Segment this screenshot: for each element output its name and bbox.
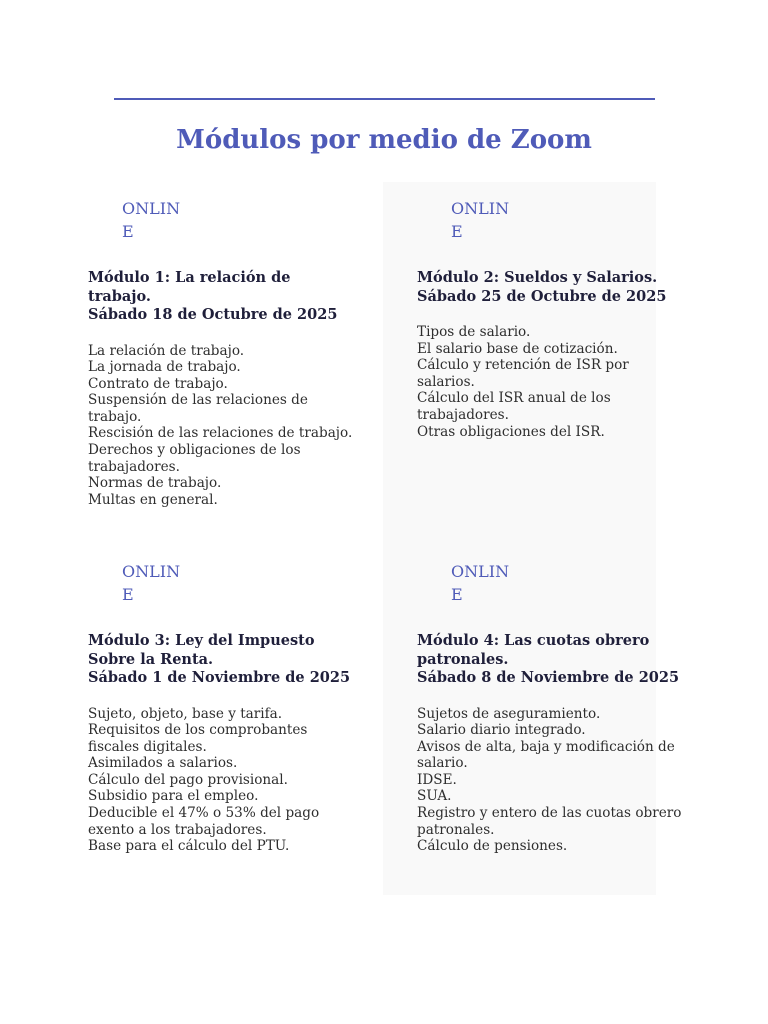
- module-heading: [417, 632, 687, 688]
- list-item: Base para el cálculo del PTU.: [88, 838, 290, 855]
- topic-list: [417, 706, 687, 855]
- list-item: Cálculo del pago provisional.: [88, 771, 288, 788]
- list-item: Cálculo de pensiones.: [417, 838, 568, 855]
- online-badge: ONLINE: [122, 562, 181, 604]
- module-title: Módulo 3: Ley del Impuesto Sobre la Renta.: [88, 632, 315, 668]
- topic-list: [88, 343, 358, 509]
- module-card-2: [417, 196, 687, 440]
- list-item: Otras obligaciones del ISR.: [417, 423, 605, 440]
- topic-list: [88, 706, 358, 855]
- list-item: Tipos de salario.: [417, 324, 531, 340]
- list-item: Normas de trabajo.: [88, 475, 222, 492]
- module-title: Módulo 4: Las cuotas obrero patronales.: [417, 632, 650, 668]
- list-item: Subsidio para el empleo.: [88, 788, 259, 805]
- module-date: Sábado 1 de Noviembre de 2025: [88, 669, 351, 686]
- module-heading: [88, 269, 358, 325]
- list-item: SUA.: [417, 788, 452, 805]
- module-card-3: [88, 559, 358, 855]
- list-item: Rescisión de las relaciones de trabajo.: [88, 425, 353, 442]
- list-item: Contrato de trabajo.: [88, 375, 228, 392]
- list-item: Salario diario integrado.: [417, 722, 586, 739]
- online-badge: ONLINE: [451, 562, 510, 604]
- list-item: Sujetos de aseguramiento.: [417, 705, 601, 722]
- list-item: Sujeto, objeto, base y tarifa.: [88, 705, 283, 722]
- online-badge: ONLINE: [451, 199, 510, 241]
- module-heading: [88, 632, 358, 688]
- module-card-1: [88, 196, 358, 508]
- list-item: Cálculo del ISR anual de los trabajadores.: [417, 390, 611, 423]
- module-title: Módulo 1: La relación de trabajo.: [88, 269, 291, 305]
- list-item: Cálculo y retención de ISR por salarios.: [417, 357, 629, 390]
- list-item: Suspensión de las relaciones de trabajo.: [88, 392, 308, 425]
- list-item: IDSE.: [417, 771, 457, 788]
- list-item: Requisitos de los comprobantes fiscales digitales.: [88, 722, 308, 755]
- module-heading: [417, 269, 687, 306]
- module-title: Módulo 2: Sueldos y Salarios.: [417, 269, 658, 286]
- list-item: Avisos de alta, baja y modificación de salario.: [417, 738, 675, 772]
- list-item: Deducible el 47% o 53% del pago exento a los trabajadores.: [88, 805, 320, 838]
- page-title: Módulos por medio de Zoom: [176, 125, 592, 155]
- list-item: El salario base de cotización.: [417, 340, 618, 357]
- list-item: La jornada de trabajo.: [88, 359, 241, 376]
- module-date: Sábado 25 de Octubre de 2025: [417, 287, 667, 305]
- topic-list: [417, 324, 687, 440]
- module-date: Sábado 8 de Noviembre de 2025: [417, 669, 680, 686]
- module-date: Sábado 18 de Octubre de 2025: [88, 306, 338, 323]
- title-divider: [114, 98, 655, 100]
- list-item: Registro y entero de las cuotas obrero patronales.: [417, 805, 682, 838]
- list-item: Derechos y obligaciones de los trabajadores.: [88, 442, 301, 475]
- list-item: Asimilados a salarios.: [88, 755, 238, 772]
- module-card-4: [417, 559, 687, 855]
- list-item: La relación de trabajo.: [88, 342, 245, 359]
- online-badge: ONLINE: [122, 199, 181, 241]
- list-item: Multas en general.: [88, 491, 218, 508]
